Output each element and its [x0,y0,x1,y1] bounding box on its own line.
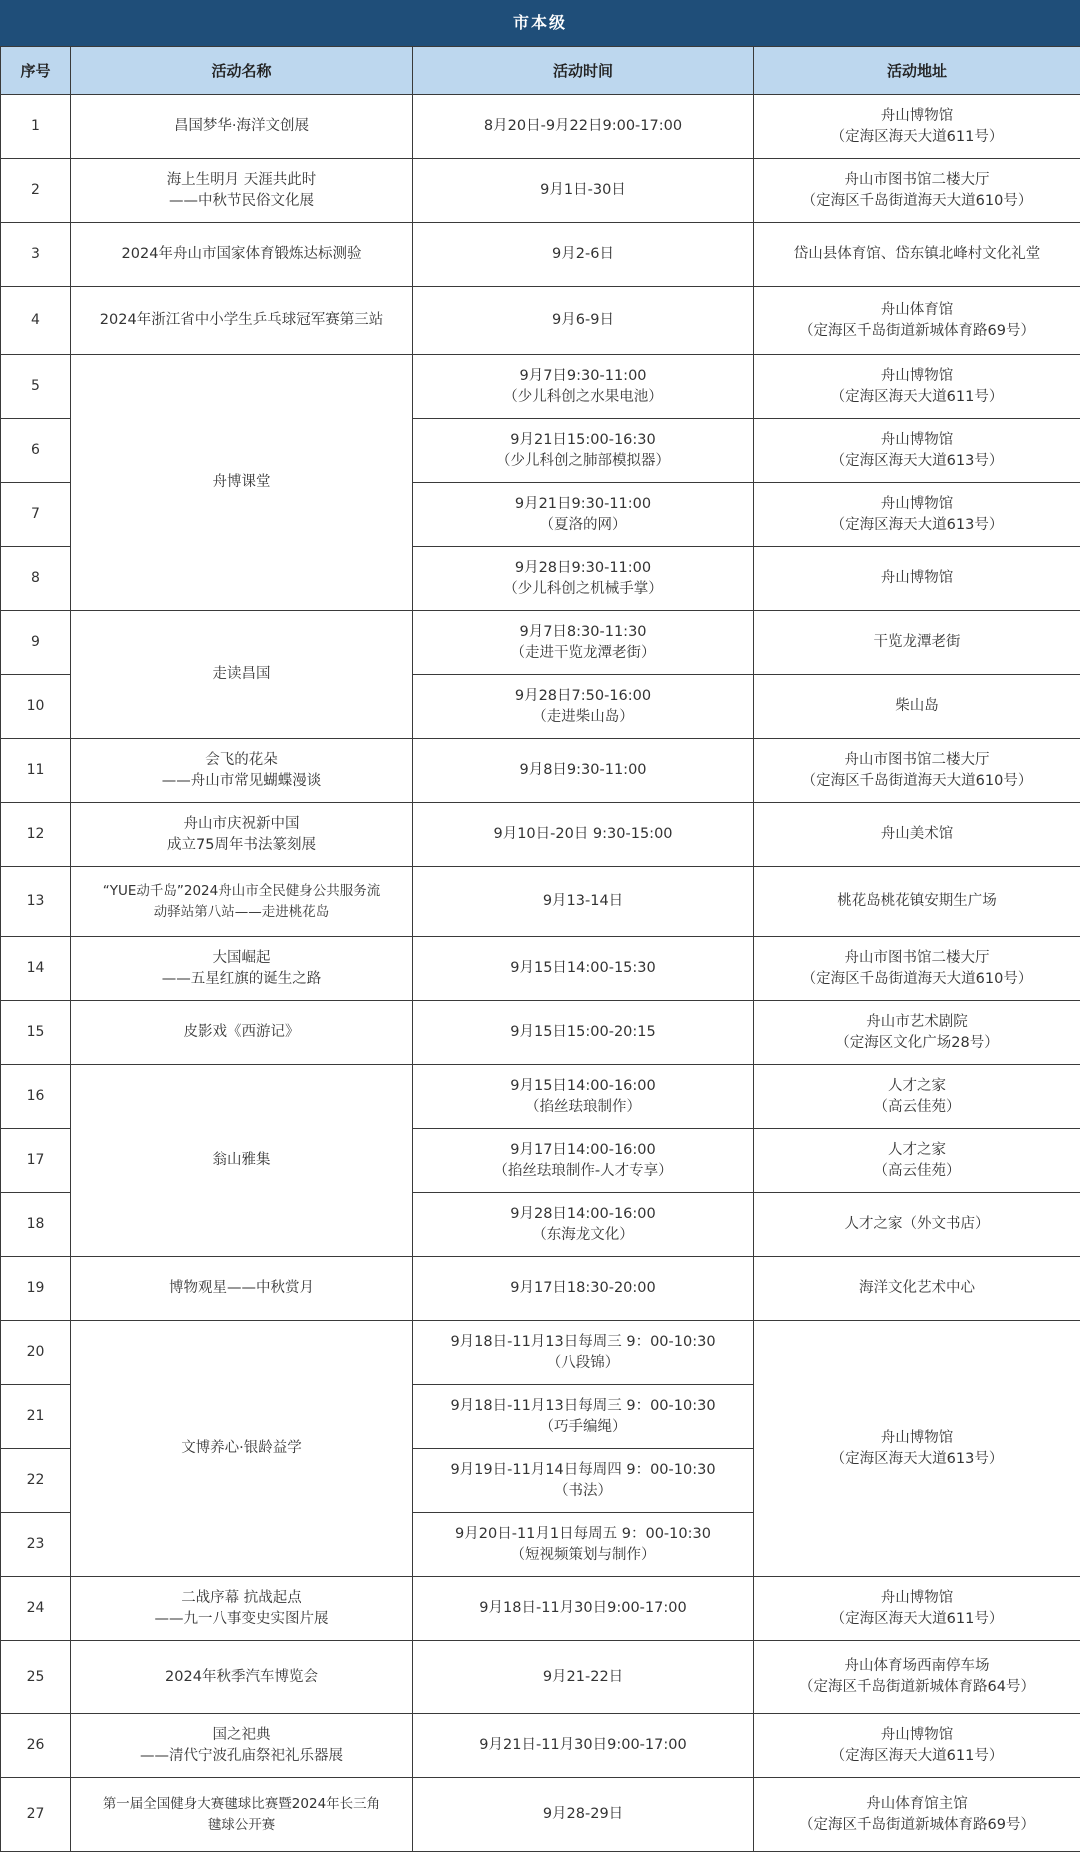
activity-address: 舟山市图书馆二楼大厅 （定海区千岛街道海天大道610号） [754,739,1080,803]
activity-time: 9月8日9:30-11:00 [413,739,754,803]
activity-name: 昌国梦华·海洋文创展 [71,95,413,159]
row-number: 16 [1,1065,71,1129]
row-number: 14 [1,937,71,1001]
activity-name: 皮影戏《西游记》 [71,1001,413,1065]
activity-time: 9月28日7:50-16:00 （走进柴山岛） [413,675,754,739]
row-number: 2 [1,159,71,223]
row-number: 1 [1,95,71,159]
activity-name: 走读昌国 [71,611,413,739]
table-row [1,159,1080,223]
activity-time: 9月20日-11月1日每周五 9：00-10:30 （短视频策划与制作） [413,1513,754,1577]
activity-time: 9月21日-11月30日9:00-17:00 [413,1714,754,1778]
row-number: 9 [1,611,71,675]
row-number: 17 [1,1129,71,1193]
row-number: 5 [1,355,71,419]
activity-address: 舟山体育馆 （定海区千岛街道新城体育路69号） [754,287,1080,355]
activity-address: 干览龙潭老街 [754,611,1080,675]
activity-name: 舟博课堂 [71,355,413,611]
activity-time: 9月6-9日 [413,287,754,355]
activity-address: 舟山美术馆 [754,803,1080,867]
header-time: 活动时间 [413,47,754,95]
table-row [1,937,1080,1001]
row-number: 26 [1,1714,71,1778]
activity-address: 岱山县体育馆、岱东镇北峰村文化礼堂 [754,223,1080,287]
activity-address: 舟山市艺术剧院 （定海区文化广场28号） [754,1001,1080,1065]
row-number: 3 [1,223,71,287]
row-number: 10 [1,675,71,739]
row-number: 12 [1,803,71,867]
activity-name: 海上生明月 天涯共此时 ——中秋节民俗文化展 [71,159,413,223]
table-row [1,867,1080,937]
activity-name: 2024年浙江省中小学生乒乓球冠军赛第三站 [71,287,413,355]
row-number: 18 [1,1193,71,1257]
row-number: 11 [1,739,71,803]
activity-name: 翁山雅集 [71,1065,413,1257]
activity-time: 9月17日14:00-16:00 （掐丝珐琅制作-人才专享） [413,1129,754,1193]
row-number: 19 [1,1257,71,1321]
activity-address: 人才之家 （高云佳苑） [754,1129,1080,1193]
activity-name: 会飞的花朵 ——舟山市常见蝴蝶漫谈 [71,739,413,803]
activity-name: 2024年秋季汽车博览会 [71,1641,413,1714]
row-number: 22 [1,1449,71,1513]
row-number: 6 [1,419,71,483]
activity-address: 舟山市图书馆二楼大厅 （定海区千岛街道海天大道610号） [754,159,1080,223]
table-row [1,1257,1080,1321]
activity-address: 桃花岛桃花镇安期生广场 [754,867,1080,937]
table-row [1,1641,1080,1714]
header-no: 序号 [1,47,71,95]
activity-address: 柴山岛 [754,675,1080,739]
activity-table [0,46,1080,1852]
activity-time: 8月20日-9月22日9:00-17:00 [413,95,754,159]
table-row [1,1778,1080,1852]
activity-time: 9月28日9:30-11:00 （少儿科创之机械手掌） [413,547,754,611]
table-row [1,1714,1080,1778]
activity-address: 舟山体育馆主馆 （定海区千岛街道新城体育路69号） [754,1778,1080,1852]
activity-time: 9月7日8:30-11:30 （走进干览龙潭老街） [413,611,754,675]
table-row [1,803,1080,867]
activity-time: 9月28-29日 [413,1778,754,1852]
activity-address: 舟山博物馆 （定海区海天大道611号） [754,1714,1080,1778]
activity-address: 人才之家 （高云佳苑） [754,1065,1080,1129]
table-title: 市本级 [0,0,1080,46]
table-row [1,1321,1080,1385]
activity-time: 9月2-6日 [413,223,754,287]
header-address: 活动地址 [754,47,1080,95]
table-row [1,287,1080,355]
activity-name: 大国崛起 ——五星红旗的诞生之路 [71,937,413,1001]
table-row [1,95,1080,159]
activity-time: 9月13-14日 [413,867,754,937]
activity-address: 舟山博物馆 （定海区海天大道613号） [754,419,1080,483]
activity-time: 9月1日-30日 [413,159,754,223]
row-number: 13 [1,867,71,937]
header-name: 活动名称 [71,47,413,95]
activity-time: 9月18日-11月13日每周三 9：00-10:30 （巧手编绳） [413,1385,754,1449]
activity-name: 第一届全国健身大赛毽球比赛暨2024年长三角 毽球公开赛 [71,1778,413,1852]
activity-name: “YUE动千岛”2024舟山市全民健身公共服务流 动驿站第八站——走进桃花岛 [71,867,413,937]
row-number: 21 [1,1385,71,1449]
header-row [1,47,1080,95]
table-row [1,355,1080,419]
activity-time: 9月15日15:00-20:15 [413,1001,754,1065]
activity-time: 9月15日14:00-15:30 [413,937,754,1001]
table-row [1,223,1080,287]
activity-time: 9月18日-11月13日每周三 9：00-10:30 （八段锦） [413,1321,754,1385]
activity-name: 国之祀典 ——清代宁波孔庙祭祀礼乐器展 [71,1714,413,1778]
row-number: 25 [1,1641,71,1714]
activity-name: 舟山市庆祝新中国 成立75周年书法篆刻展 [71,803,413,867]
activity-time: 9月28日14:00-16:00 （东海龙文化） [413,1193,754,1257]
activity-address: 海洋文化艺术中心 [754,1257,1080,1321]
activity-name: 二战序幕 抗战起点 ——九一八事变史实图片展 [71,1577,413,1641]
row-number: 15 [1,1001,71,1065]
activity-address: 舟山博物馆 （定海区海天大道613号） [754,483,1080,547]
table-row [1,1001,1080,1065]
activity-address: 舟山市图书馆二楼大厅 （定海区千岛街道海天大道610号） [754,937,1080,1001]
row-number: 20 [1,1321,71,1385]
table-row [1,1065,1080,1129]
activity-address: 舟山博物馆 （定海区海天大道611号） [754,95,1080,159]
activity-time: 9月21-22日 [413,1641,754,1714]
activity-time: 9月7日9:30-11:00 （少儿科创之水果电池） [413,355,754,419]
row-number: 7 [1,483,71,547]
activity-address: 人才之家（外文书店） [754,1193,1080,1257]
row-number: 27 [1,1778,71,1852]
row-number: 24 [1,1577,71,1641]
table-row [1,739,1080,803]
row-number: 23 [1,1513,71,1577]
activity-name: 2024年舟山市国家体育锻炼达标测验 [71,223,413,287]
activity-address: 舟山博物馆 （定海区海天大道613号） [754,1321,1080,1577]
activity-address: 舟山体育场西南停车场 （定海区千岛街道新城体育路64号） [754,1641,1080,1714]
activity-time: 9月21日9:30-11:00 （夏洛的网） [413,483,754,547]
activity-address: 舟山博物馆 （定海区海天大道611号） [754,1577,1080,1641]
row-number: 4 [1,287,71,355]
activity-time: 9月21日15:00-16:30 （少儿科创之肺部模拟器） [413,419,754,483]
activity-time: 9月17日18:30-20:00 [413,1257,754,1321]
activity-time: 9月15日14:00-16:00 （掐丝珐琅制作） [413,1065,754,1129]
row-number: 8 [1,547,71,611]
activity-address: 舟山博物馆 （定海区海天大道611号） [754,355,1080,419]
activity-time: 9月10日-20日 9:30-15:00 [413,803,754,867]
activity-address: 舟山博物馆 [754,547,1080,611]
table-row [1,1577,1080,1641]
activity-name: 文博养心·银龄益学 [71,1321,413,1577]
activity-time: 9月19日-11月14日每周四 9：00-10:30 （书法） [413,1449,754,1513]
table-row [1,611,1080,675]
activity-name: 博物观星——中秋赏月 [71,1257,413,1321]
activity-time: 9月18日-11月30日9:00-17:00 [413,1577,754,1641]
